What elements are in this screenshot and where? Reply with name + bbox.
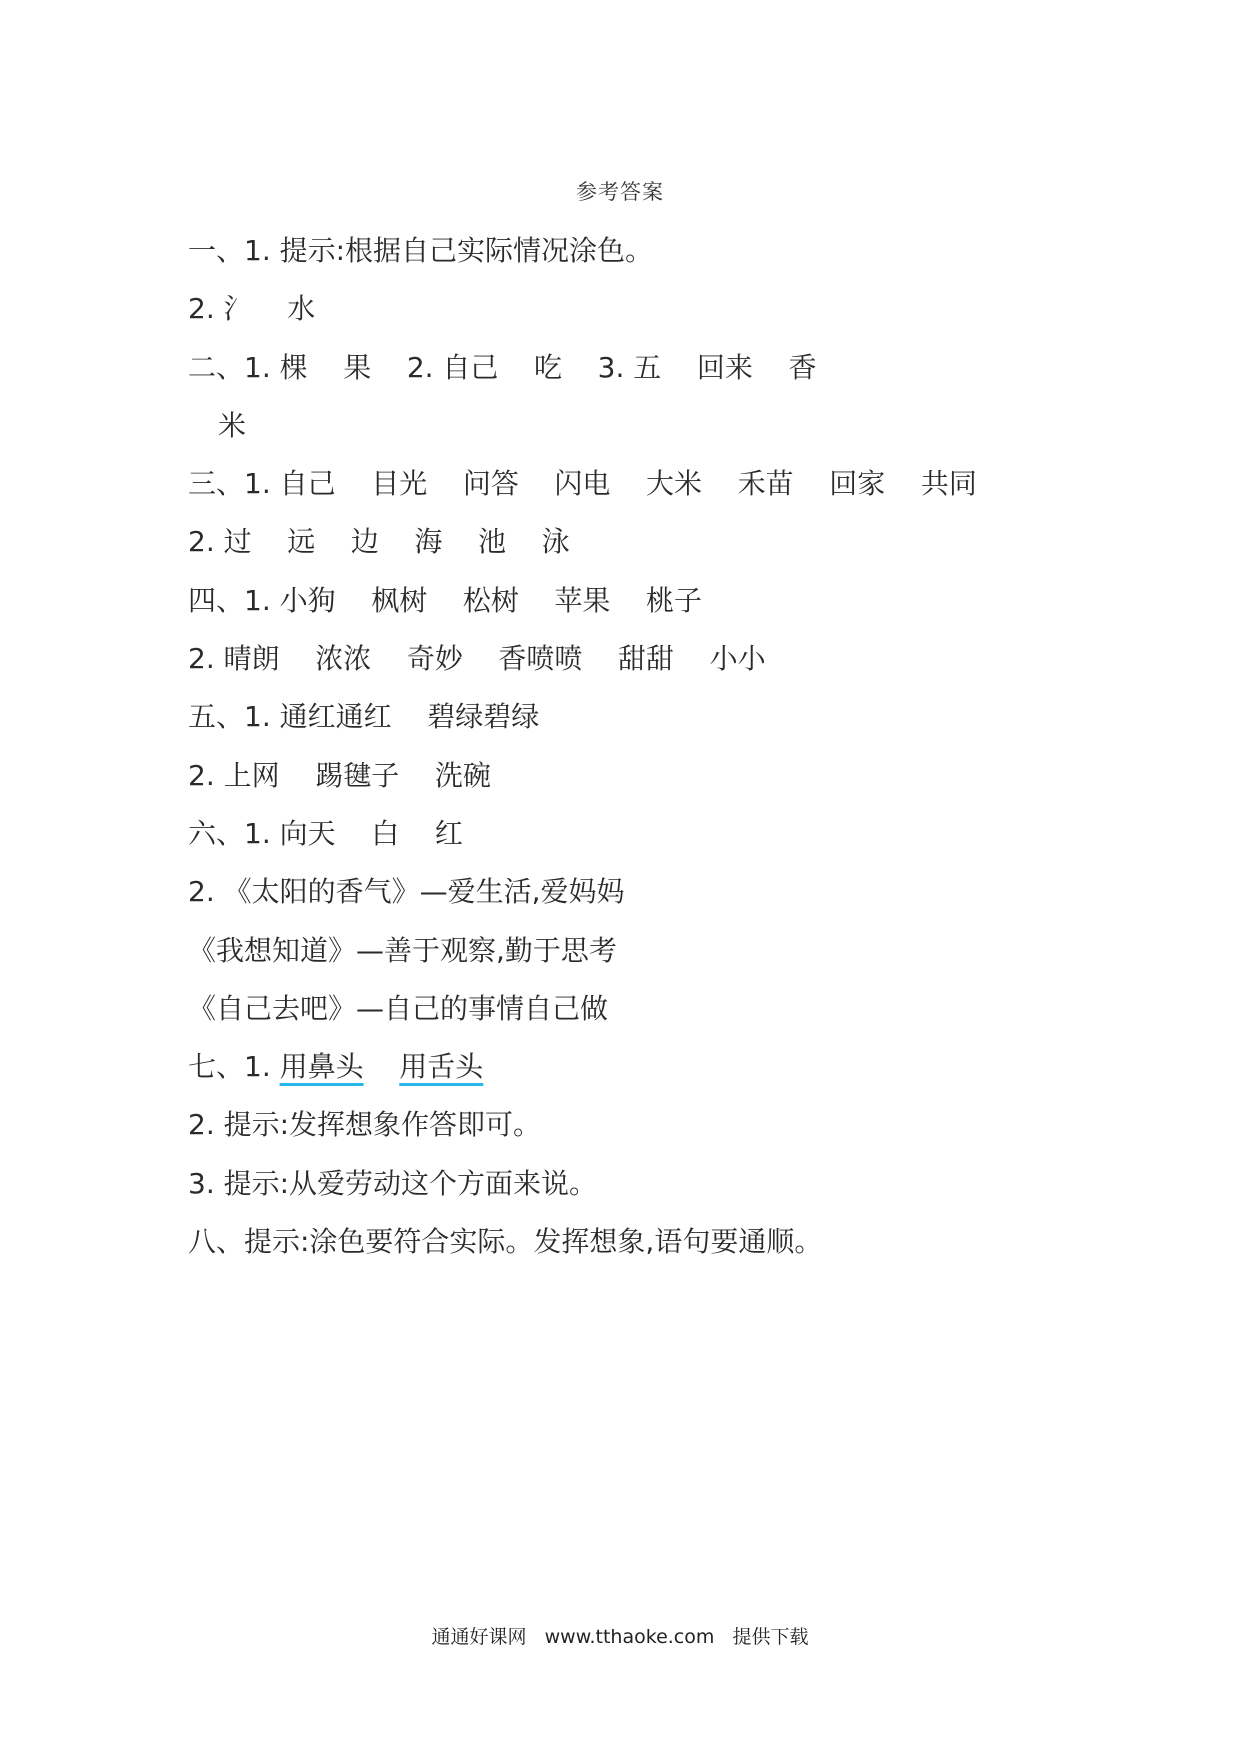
answer-line xyxy=(188,1038,1088,1096)
answer-line: 《自己去吧》—自己的事情自己做 xyxy=(188,991,609,1025)
answer-line: 米 xyxy=(218,408,247,442)
page-title: 参考答案 xyxy=(576,180,664,204)
answer-line: 2. 提示:发挥想象作答即可。 xyxy=(188,1108,542,1142)
answer-line: 四、1. 小狗 枫树 松树 苹果 桃子 xyxy=(188,583,703,617)
answer-line: 《我想知道》—善于观察,勤于思考 xyxy=(188,933,617,967)
answer-segment xyxy=(364,1050,400,1083)
answer-line: 六、1. 向天 白 红 xyxy=(188,816,463,850)
answer-line: 3. 提示:从爱劳动这个方面来说。 xyxy=(188,1166,598,1200)
answer-line: 八、提示:涂色要符合实际。发挥想象,语句要通顺。 xyxy=(188,1225,823,1259)
answer-line: 五、1. 通红通红 碧绿碧绿 xyxy=(188,700,540,734)
answer-line: 三、1. 自己 目光 问答 闪电 大米 禾苗 回家 共同 xyxy=(188,467,977,501)
answer-line: 一、1. 提示:根据自己实际情况涂色。 xyxy=(188,234,654,267)
underlined-answer: 用舌头 xyxy=(399,1050,484,1084)
answer-segment: 七、1. xyxy=(188,1050,280,1084)
answer-line: 2. 过 远 边 海 池 泳 xyxy=(188,525,570,559)
answer-line: 二、1. 棵 果 2. 自己 吃 3. 五 回来 香 xyxy=(188,350,817,384)
underlined-answer: 用鼻头 xyxy=(279,1050,364,1084)
answer-line: 2. 《太阳的香气》—爱生活,爱妈妈 xyxy=(188,875,625,909)
footer-text: 通通好课网 www.tthaoke.com 提供下载 xyxy=(431,1626,809,1648)
answer-line: 2. 氵 水 xyxy=(188,292,316,326)
answer-list xyxy=(188,222,1088,1271)
answer-line: 2. 晴朗 浓浓 奇妙 香喷喷 甜甜 小小 xyxy=(188,642,766,676)
answer-line: 2. 上网 踢毽子 洗碗 xyxy=(188,758,491,792)
